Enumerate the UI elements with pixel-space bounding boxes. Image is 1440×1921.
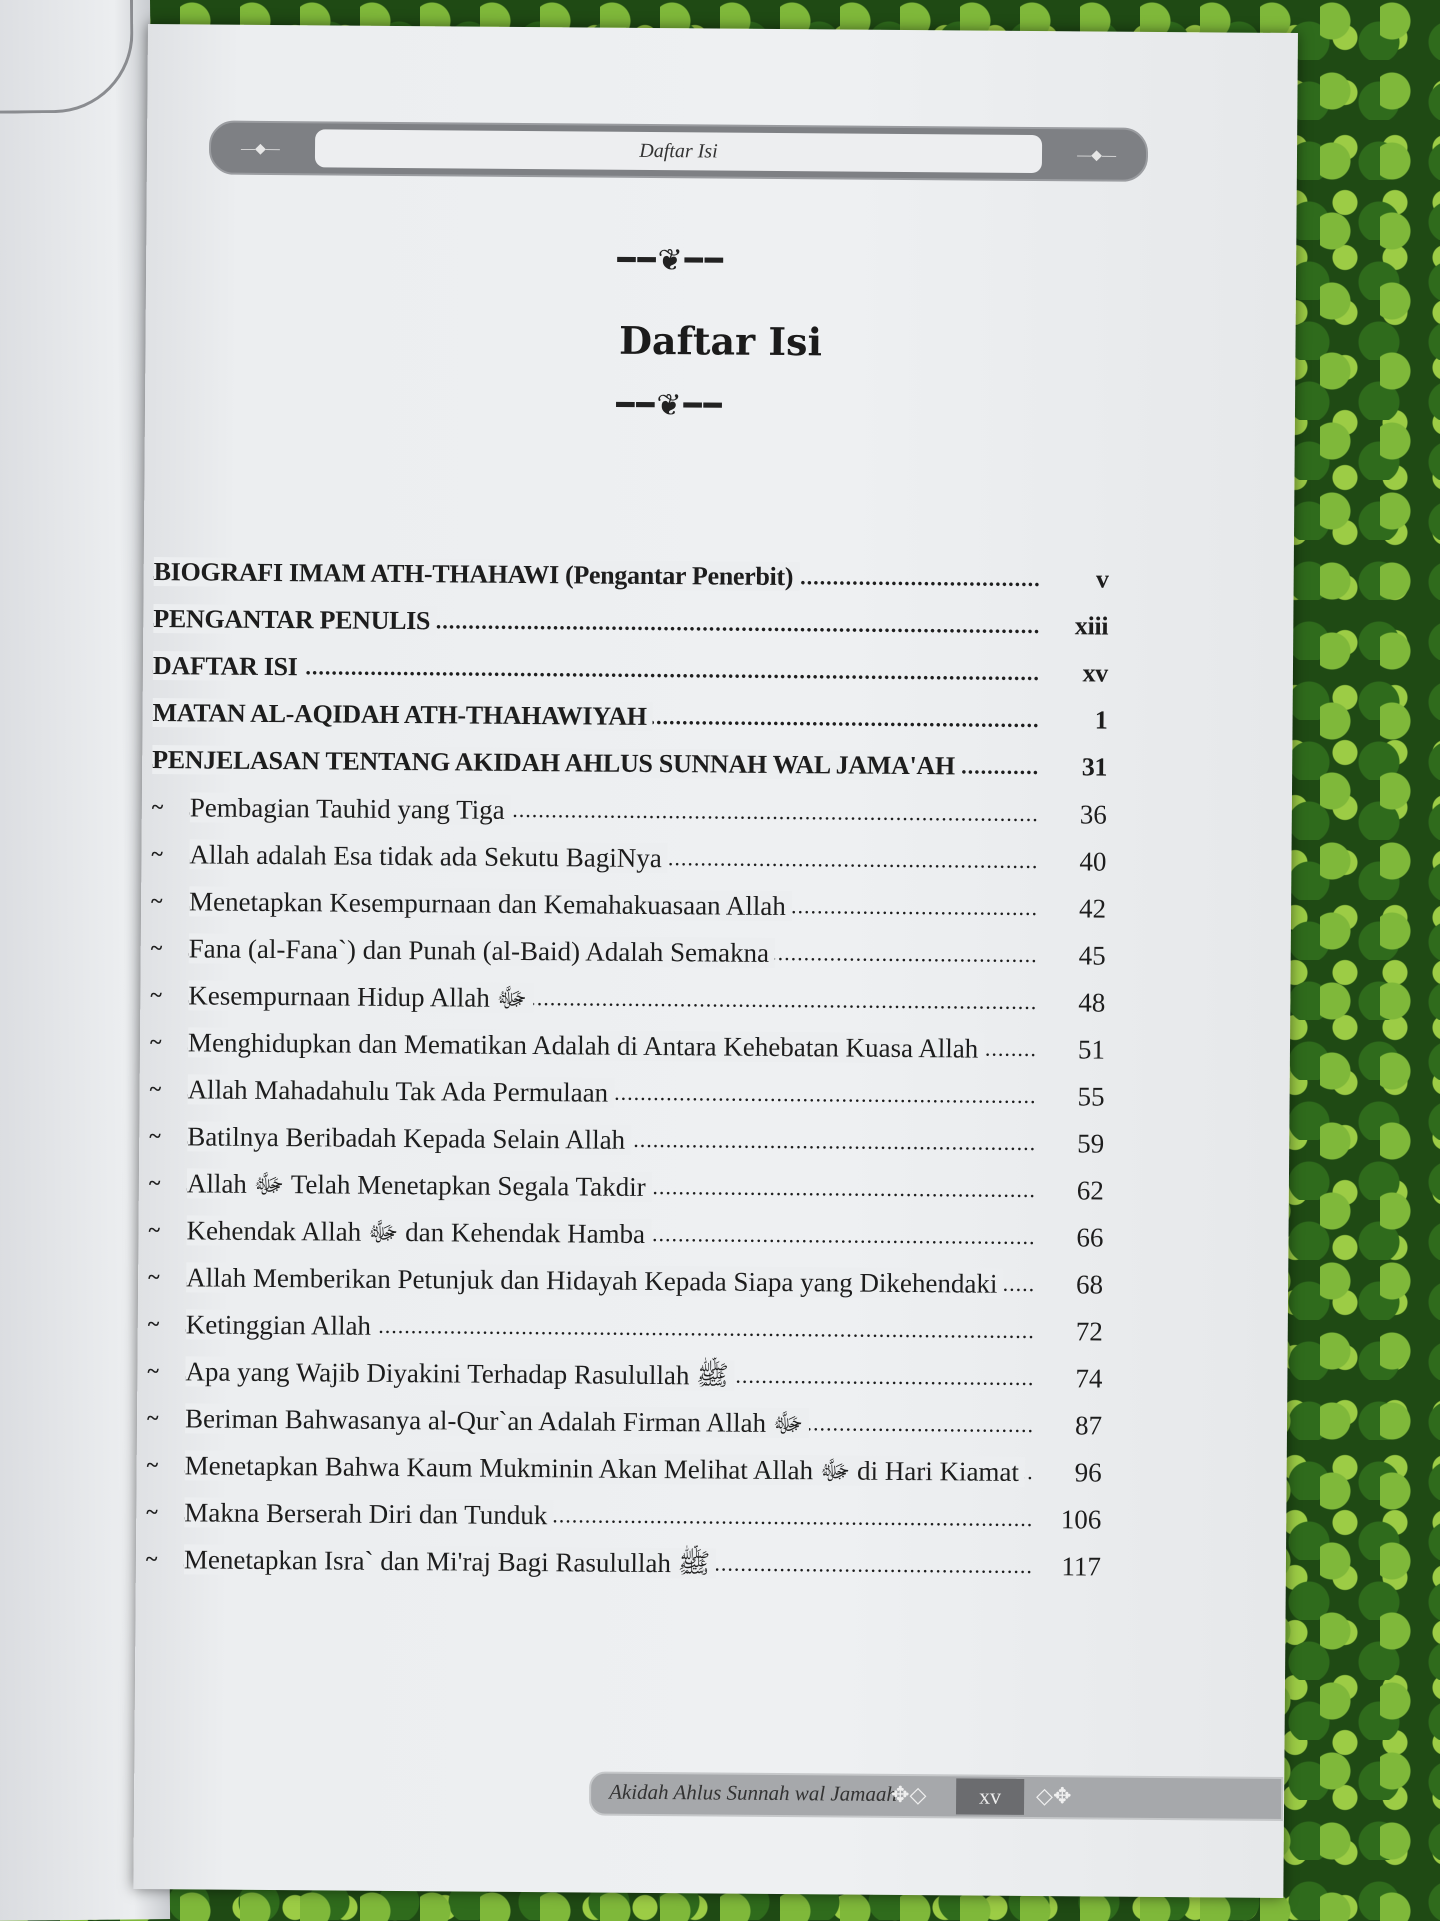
tilde-bullet-icon: ~ (147, 1311, 160, 1337)
toc-entry-text (186, 1259, 1035, 1302)
tilde-bullet-icon: ~ (151, 794, 164, 820)
toc-entry-page: 117 (1061, 1551, 1102, 1582)
tilde-bullet-icon: ~ (145, 1546, 158, 1572)
table-of-contents (146, 554, 1109, 1595)
toc-entry (152, 789, 1107, 832)
toc-entry (151, 883, 1106, 926)
toc-entry-text (187, 1118, 1036, 1161)
toc-entry-title: Kesempurnaan Hidup Allah ﷻ (188, 980, 533, 1013)
toc-entry-text (152, 695, 1039, 738)
toc-entry-text (184, 1494, 1033, 1537)
toc-entry-page: 66 (1076, 1222, 1104, 1253)
page-title: Daftar Isi (618, 317, 823, 365)
toc-entry-title: Allah adalah Esa tidak ada Sekutu BagiNya (189, 839, 668, 873)
toc-entry-page: 87 (1074, 1410, 1103, 1441)
toc-entry-title: Menetapkan Bahwa Kaum Mukminin Akan Melihat Allah ﷻ di Hari Kiamat (185, 1450, 1026, 1487)
tilde-bullet-icon: ~ (150, 935, 163, 961)
toc-entry (153, 601, 1108, 644)
toc-entry-text (184, 1541, 1033, 1584)
toc-entry-title: Makna Berserah Diri dan Tunduk (184, 1497, 553, 1530)
page-footer-bar (589, 1772, 1283, 1821)
tilde-bullet-icon: ~ (146, 1405, 159, 1431)
tilde-bullet-icon: ~ (147, 1358, 159, 1384)
toc-entry-title: Pembagian Tauhid yang Tiga (190, 792, 511, 825)
diamond-ornament-icon: —◆— (240, 141, 280, 158)
toc-entry (148, 1259, 1103, 1302)
toc-entry (149, 1165, 1104, 1208)
tilde-bullet-icon: ~ (148, 1264, 160, 1290)
toc-entry-page: 106 (1060, 1504, 1102, 1535)
toc-entry-title: Menghidupkan dan Mematikan Adalah di Antara Kehebatan Kuasa Allah (188, 1027, 984, 1063)
toc-entry-title: Kehendak Allah ﷻ dan Kehendak Hamba (186, 1215, 651, 1249)
toc-entry (147, 1447, 1102, 1490)
toc-entry (152, 695, 1107, 738)
toc-entry-text (153, 601, 1040, 644)
toc-entry (149, 1118, 1104, 1161)
toc-entry (148, 1212, 1103, 1255)
toc-entry-text (153, 648, 1040, 691)
toc-entry-text (154, 554, 1041, 597)
toc-entry-page: v (1095, 564, 1109, 594)
toc-entry-text (185, 1353, 1034, 1396)
toc-entry (151, 930, 1106, 973)
toc-entry-text (185, 1447, 1034, 1490)
toc-entry-page: 42 (1078, 893, 1107, 924)
footer-page-number: xv (956, 1778, 1024, 1815)
toc-entry (151, 836, 1106, 879)
toc-entry-page: 51 (1077, 1034, 1106, 1065)
tilde-bullet-icon: ~ (150, 982, 162, 1008)
tilde-bullet-icon: ~ (148, 1170, 161, 1196)
toc-entry-page: 96 (1074, 1457, 1102, 1488)
tilde-bullet-icon: ~ (149, 1123, 161, 1149)
toc-entry (149, 1071, 1104, 1114)
toc-entry-text (190, 789, 1039, 832)
page-header-bar (209, 120, 1148, 181)
left-page-ornament (0, 0, 134, 114)
toc-entry-page: 59 (1077, 1128, 1105, 1159)
tilde-bullet-icon: ~ (151, 841, 164, 867)
toc-entry-title: Allah Memberikan Petunjuk dan Hidayah Kepada Siapa yang Dikehendaki (186, 1262, 1003, 1298)
toc-entry-page: 68 (1076, 1269, 1104, 1300)
toc-entry (147, 1353, 1102, 1396)
book-page (133, 24, 1298, 1898)
toc-entry-title: BIOGRAFI IMAM ATH-THAHAWI (Pengantar Penerbit) (154, 557, 800, 591)
toc-entry (148, 1306, 1103, 1349)
toc-entry-page: 74 (1075, 1363, 1103, 1394)
toc-entry-title: Menetapkan Isra` dan Mi'raj Bagi Rasulullah ﷺ (184, 1544, 717, 1578)
tilde-bullet-icon: ~ (151, 888, 163, 914)
toc-entry-text (186, 1306, 1035, 1349)
toc-entry-title: Beriman Bahwasanya al-Qur`an Adalah Firman Allah ﷻ (185, 1403, 810, 1438)
toc-entry-page: xv (1082, 658, 1109, 688)
flourish-bottom-icon: ━━❦━━ (616, 388, 724, 423)
toc-entry (146, 1494, 1101, 1537)
toc-entry-text (187, 1165, 1036, 1208)
tilde-bullet-icon: ~ (149, 1076, 162, 1102)
toc-entry-page: 62 (1076, 1175, 1104, 1206)
toc-entry-page: 1 (1094, 705, 1108, 735)
toc-entry (152, 742, 1107, 785)
flourish-top-icon: ━━❦━━ (617, 243, 725, 278)
toc-entry-text (189, 836, 1038, 879)
diamond-ornament-icon: —◆— (1077, 148, 1117, 164)
toc-entry-title: Menetapkan Kesempurnaan dan Kemahakuasaan Allah (189, 886, 792, 921)
tilde-bullet-icon: ~ (149, 1029, 162, 1055)
toc-entry-text (152, 742, 1039, 785)
toc-entry (146, 1541, 1101, 1584)
toc-entry-title: Fana (al-Fana`) dan Punah (al-Baid) Adalah Semakna (189, 933, 776, 968)
toc-entry-title: PENGANTAR PENULIS (153, 604, 436, 635)
toc-entry-page: 72 (1075, 1316, 1103, 1347)
toc-entry-page: 31 (1081, 752, 1108, 782)
toc-entry-text (186, 1212, 1035, 1255)
toc-entry-title: Batilnya Beribadah Kepada Selain Allah (187, 1121, 631, 1154)
toc-entry-title: Allah Mahadahulu Tak Ada Permulaan (188, 1074, 615, 1107)
toc-entry-title: DAFTAR ISI (153, 651, 304, 681)
tilde-bullet-icon: ~ (146, 1499, 158, 1525)
toc-entry-page: 45 (1078, 940, 1106, 971)
toc-entry-page: 48 (1078, 987, 1106, 1018)
toc-entry-page: xiii (1074, 611, 1109, 641)
toc-entry-page: 36 (1079, 799, 1107, 830)
toc-entry (150, 1024, 1105, 1067)
toc-entry-title: PENJELASAN TENTANG AKIDAH AHLUS SUNNAH WAL JAMA'AH (152, 745, 961, 780)
footer-book-title: Akidah Ahlus Sunnah wal Jamaah (609, 1779, 897, 1806)
toc-entry-title: MATAN AL-AQIDAH ATH-THAHAWIYAH (152, 698, 652, 731)
toc-entry-text (187, 1071, 1036, 1114)
toc-entry-text (189, 883, 1038, 926)
toc-entry-title: Apa yang Wajib Diyakini Terhadap Rasulullah ﷺ (185, 1356, 735, 1390)
toc-entry-text (189, 930, 1038, 973)
toc-entry (147, 1400, 1102, 1443)
toc-entry (153, 648, 1108, 691)
toc-entry-page: 40 (1079, 846, 1107, 877)
toc-entry-page: 55 (1077, 1081, 1105, 1112)
toc-entry (154, 554, 1109, 597)
header-label: Daftar Isi (639, 139, 718, 162)
toc-entry-title: Ketinggian Allah (186, 1309, 377, 1341)
knot-ornament-icon: ✥◇ (891, 1781, 927, 1808)
knot-ornament-icon: ◇✥ (1036, 1783, 1072, 1809)
tilde-bullet-icon: ~ (148, 1217, 161, 1243)
toc-entry (150, 977, 1105, 1020)
toc-entry-text (188, 977, 1037, 1020)
toc-entry-text (185, 1400, 1034, 1443)
toc-entry-text (188, 1024, 1037, 1067)
tilde-bullet-icon: ~ (146, 1452, 159, 1478)
toc-entry-title: Allah ﷻ Telah Menetapkan Segala Takdir (187, 1168, 652, 1202)
